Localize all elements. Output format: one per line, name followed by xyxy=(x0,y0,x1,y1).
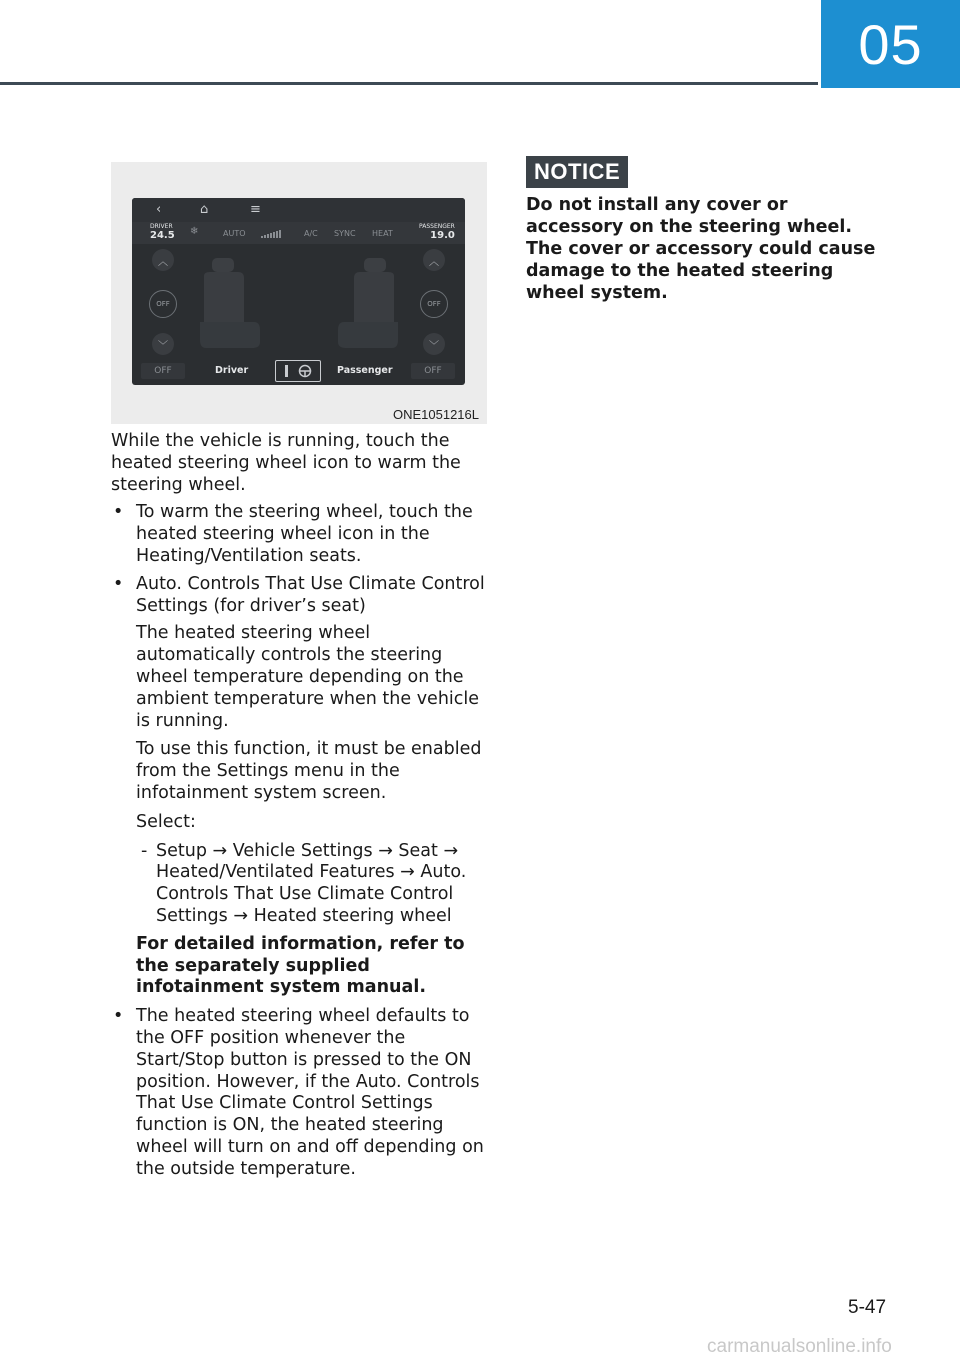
bullet-item: • The heated steering wheel defaults to the OFF position whenever the Start/Stop button is pressed to the ON position. However, if the Auto. Controls That Use Climate Control Settings function is ON, the heated steering wheel will turn on and off depending on the outside temperature. xyxy=(111,1006,493,1180)
passenger-temp-down-icon: ﹀ xyxy=(423,333,445,355)
passenger-seat-icon xyxy=(336,258,400,358)
passenger-off-button: OFF xyxy=(420,290,448,318)
intro-paragraph: While the vehicle is running, touch the heated steering wheel icon to warm the steering wheel. xyxy=(111,431,461,495)
driver-temp-value: 24.5 xyxy=(150,230,175,241)
screen-top-bar xyxy=(132,198,465,222)
back-icon: ‹ xyxy=(156,202,162,217)
manual-reference: For detailed information, refer to the separately supplied infotainment system manual. xyxy=(136,933,465,998)
menu-icon: ≡ xyxy=(250,202,261,217)
select-label: Select: xyxy=(136,811,196,832)
driver-temp-label: DRIVER xyxy=(150,223,173,230)
steering-wheel-icon xyxy=(298,364,312,378)
bullet-item: • Auto. Controls That Use Climate Control Settings (for driver’s seat) xyxy=(111,574,493,618)
settings-path: - Setup → Vehicle Settings → Seat → Heated/Ventilated Features → Auto. Controls That Use Climate Control Settings → Heated steering wheel xyxy=(111,841,493,928)
climate-status-row xyxy=(132,222,465,244)
watermark: carmanualsonline.info xyxy=(707,1336,892,1357)
driver-seat-label: Driver xyxy=(215,365,249,376)
heated-steering-wheel-button xyxy=(275,360,321,382)
notice-text: Do not install any cover or accessory on the steering wheel. The cover or accessory could cause damage to the heated steering wheel system. xyxy=(526,195,876,303)
driver-off-button: OFF xyxy=(149,290,177,318)
driver-temp xyxy=(150,223,175,241)
heat-level-icon xyxy=(284,365,290,377)
driver-seat-icon xyxy=(198,258,262,358)
mode-ac: A/C xyxy=(304,229,318,238)
notice-badge xyxy=(526,156,628,188)
notice-label: NOTICE xyxy=(534,159,621,184)
mode-auto: AUTO xyxy=(223,229,246,238)
mode-sync: SYNC xyxy=(334,229,356,238)
sub-paragraph: The heated steering wheel automatically controls the steering wheel temperature depending on the ambient temperature when the vehicle is running. xyxy=(136,623,480,731)
passenger-temp-label: PASSENGER xyxy=(419,223,455,230)
mode-heat: HEAT xyxy=(372,229,393,238)
sub-paragraph: To use this function, it must be enabled from the Settings menu in the infotainment system screen. xyxy=(136,739,482,803)
climate-screen xyxy=(132,198,465,385)
passenger-temp-up-icon: ︿ xyxy=(423,249,445,271)
driver-temp-up-icon: ︿ xyxy=(152,249,174,271)
header-rule xyxy=(0,82,818,85)
passenger-seat-label: Passenger xyxy=(337,365,393,376)
passenger-temp xyxy=(419,223,455,241)
page-number: 5-47 xyxy=(848,1297,887,1318)
passenger-temp-value: 19.0 xyxy=(430,230,455,241)
figure-caption: ONE1051216L xyxy=(392,407,479,422)
driver-bottom-off: OFF xyxy=(141,363,185,379)
driver-temp-down-icon: ﹀ xyxy=(152,333,174,355)
chapter-number: 05 xyxy=(858,12,923,76)
figure xyxy=(111,162,487,424)
fan-level-icon xyxy=(261,229,281,238)
passenger-bottom-off: OFF xyxy=(411,363,455,379)
home-icon: ⌂ xyxy=(200,202,209,217)
chapter-tab xyxy=(821,0,960,88)
main-text-column xyxy=(111,431,493,1187)
bullet-item: • To warm the steering wheel, touch the heated steering wheel icon in the Heating/Ventilation seats. xyxy=(111,502,493,567)
defrost-icon: ❄ xyxy=(190,226,199,237)
